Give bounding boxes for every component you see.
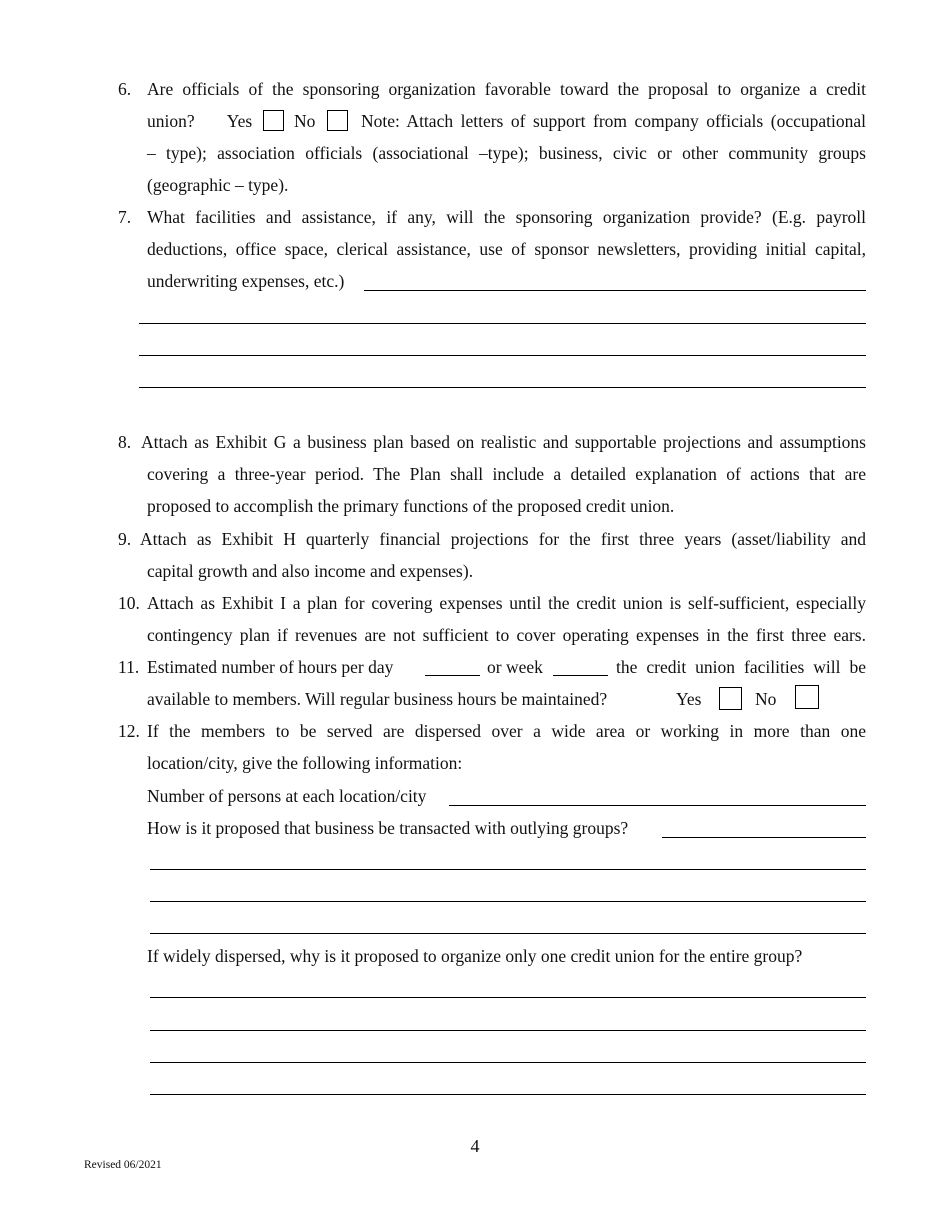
q9-line1: Attach as Exhibit H quarterly financial projections for the first three years (asset/liability and [140,529,866,549]
q11-yes-checkbox[interactable] [719,687,742,710]
q6-yes-label: Yes [226,111,253,131]
q11-line2: available to members. Will regular business hours be maintained? [147,689,608,709]
q12-business-label: How is it proposed that business be transacted with outlying groups? [147,818,629,838]
q12-business-blank-4[interactable] [150,933,866,934]
q7-answer-line-1[interactable] [364,290,866,291]
q8-line3: proposed to accomplish the primary functions of the proposed credit union. [147,496,675,516]
item-number-7: 7. [118,207,132,227]
q12-business-blank-3[interactable] [150,901,866,902]
item-number-12: 12. [118,721,140,741]
q6-line4: (geographic – type). [147,175,289,195]
q6-union-text: union? [147,111,195,131]
q11-hours-per-day-blank[interactable] [425,675,480,676]
item-number-9: 9. [118,529,132,549]
q12-business-blank-1[interactable] [662,837,866,838]
q6-no-checkbox[interactable] [327,110,348,131]
q11-part1: Estimated number of hours per day [147,657,394,677]
q7-line3: underwriting expenses, etc.) [147,271,345,291]
q11-part3: the credit union facilities will be [616,657,866,677]
q7-line1: What facilities and assistance, if any, will the sponsoring organization provide? (E.g. payroll [147,207,866,227]
q12-line1: If the members to be served are dispersed over a wide area or working in more than one [147,721,866,741]
q12-dispersed-blank-1[interactable] [150,997,866,998]
q6-line2 [147,105,315,137]
item-number-6: 6. [118,79,132,99]
q8-line1: Attach as Exhibit G a business plan based on realistic and supportable projections and assumptions [141,432,866,452]
q10-line1: Attach as Exhibit I a plan for covering expenses until the credit union is self-sufficient, especially [147,593,866,613]
q12-persons-blank[interactable] [449,805,866,806]
q7-answer-line-3[interactable] [139,355,866,356]
q6-line1: Are officials of the sponsoring organization favorable toward the proposal to organize a credit [147,79,866,99]
q11-no-checkbox[interactable] [795,685,819,709]
item-number-11: 11. [118,657,140,677]
q11-part2: or week [487,657,543,677]
item-number-8: 8. [118,432,132,452]
q8-line2: covering a three-year period. The Plan shall include a detailed explanation of actions that are [147,464,866,484]
q12-line2: location/city, give the following information: [147,753,463,773]
q6-note: Note: Attach letters of support from company officials (occupational [361,111,866,131]
q9-line2: capital growth and also income and expenses). [147,561,474,581]
q7-answer-line-2[interactable] [139,323,866,324]
q6-no-label: No [293,111,316,131]
q12-business-blank-2[interactable] [150,869,866,870]
q6-yes-checkbox[interactable] [263,110,284,131]
q12-dispersed-blank-2[interactable] [150,1030,866,1031]
q6-line3: – type); association officials (associational –type); business, civic or other community groups [147,143,866,163]
q10-line2: contingency plan if revenues are not sufficient to cover operating expenses in the first three ears. [147,625,866,645]
q12-dispersed-blank-3[interactable] [150,1062,866,1063]
q11-hours-per-week-blank[interactable] [553,675,608,676]
q11-no-label: No [755,689,777,709]
q12-dispersed-question: If widely dispersed, why is it proposed to organize only one credit union for the entire group? [147,946,803,966]
q12-dispersed-blank-4[interactable] [150,1094,866,1095]
q11-yes-label: Yes [676,689,702,709]
q7-answer-line-4[interactable] [139,387,866,388]
q12-persons-label: Number of persons at each location/city [147,786,427,806]
revision-date: Revised 06/2021 [84,1159,162,1171]
q7-line2: deductions, office space, clerical assistance, use of sponsor newsletters, providing initial capital, [147,239,866,259]
page-number: 4 [470,1136,480,1156]
item-number-10: 10. [118,593,140,613]
